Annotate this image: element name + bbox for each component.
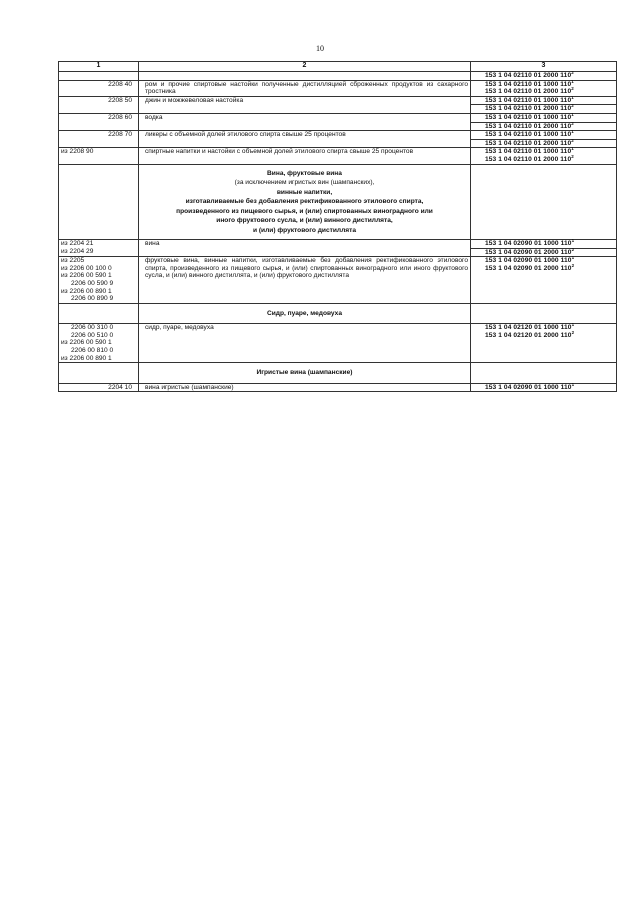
budget-classification-table: [58, 61, 617, 392]
section-row: [59, 164, 617, 240]
product-description: вина игристые (шампанские): [139, 383, 471, 392]
kbk-codes: 153 1 04 02110 01 1000 $110^1$ 153 1 04 02110 01 2000 $110^2$: [471, 113, 617, 130]
table-row: [59, 257, 617, 304]
kbk-codes: 153 1 04 02110 01 1000 $110^1$ 153 1 04 02110 01 2000 $110^2$: [471, 148, 617, 164]
tnved-code: 2208 70: [59, 131, 139, 148]
section-title-cider: Сидр, пуаре, медовуха: [139, 303, 471, 324]
product-description: ром и прочие спиртовые настойки полученные дистилляцией сброженных продуктов из сахарного тростника: [139, 80, 471, 96]
tnved-code: из 2205 из 2206 00 100 0 из 2206 00 590 1 2206 00 590 9 из 2206 00 890 1 2206 00 890 9: [59, 257, 139, 304]
col-header-3: 3: [471, 62, 617, 72]
product-description: водка: [139, 113, 471, 130]
kbk-codes: 153 1 04 02090 01 1000 $110^1$: [471, 383, 617, 392]
product-description: вина: [139, 240, 471, 257]
section-title-sparkling: Игристые вина (шампанские): [139, 363, 471, 384]
table-row: [59, 324, 617, 363]
product-description: фруктовые вина, винные напитки, изготавливаемые без добавления ректификованного этилового спирта, произведенного из пищевого сырья, и (или) спиртованных виноградного или иного фруктового сусла, и (или) винного дистиллята, и (или) фруктового дистиллята: [139, 257, 471, 304]
tnved-code: 2208 60: [59, 113, 139, 130]
product-description: спиртные напитки и настойки с объемной долей этилового спирта свыше 25 процентов: [139, 148, 471, 164]
col-header-1: 1: [59, 62, 139, 72]
product-description: джин и можжевеловая настойка: [139, 96, 471, 113]
product-description: ликеры с объемной долей этилового спирта свыше 25 процентов: [139, 131, 471, 148]
table-row: 153 1 04 02110 01 2000 $110^2$: [59, 72, 617, 81]
header-row: [59, 62, 617, 72]
tnved-code: 2204 10: [59, 383, 139, 392]
table-row: [59, 113, 617, 130]
kbk-codes: 153 1 04 02090 01 1000 $110^1$ 153 1 04 02090 01 2000 $110^2$: [471, 257, 617, 304]
table-row: [59, 80, 617, 96]
table-row: [59, 240, 617, 257]
section-row: [59, 363, 617, 384]
kbk-codes: 153 1 04 02110 01 1000 $110^1$ 153 1 04 02110 01 2000 $110^2$: [471, 96, 617, 113]
col-header-2: 2: [139, 62, 471, 72]
tnved-code: из 2208 90: [59, 148, 139, 164]
page-number: 10: [316, 44, 324, 53]
tnved-code: 2206 00 310 0 2206 00 510 0 из 2206 00 590 1 2206 00 810 0 из 2206 00 890 1: [59, 324, 139, 363]
kbk-codes: 153 1 04 02090 01 1000 $110^1$ 153 1 04 02090 01 2000 $110^2$: [471, 240, 617, 257]
table-row: [59, 383, 617, 392]
kbk-codes: 153 1 04 02120 01 1000 $110^1$ 153 1 04 02120 01 2000 $110^2$: [471, 324, 617, 363]
section-row: [59, 303, 617, 324]
kbk-codes: 153 1 04 02110 01 1000 $110^1$ 153 1 04 02110 01 2000 $110^2$: [471, 80, 617, 96]
tnved-code: 2208 50: [59, 96, 139, 113]
table-row: [59, 131, 617, 148]
product-description: сидр, пуаре, медовуха: [139, 324, 471, 363]
kbk-codes: 153 1 04 02110 01 1000 $110^1$ 153 1 04 02110 01 2000 $110^2$: [471, 131, 617, 148]
tnved-code: из 2204 21 из 2204 29: [59, 240, 139, 257]
table-row: [59, 148, 617, 164]
tnved-code: 2208 40: [59, 80, 139, 96]
section-title-wines: Вина, фруктовые вина (за исключением игристых вин (шампанских), винные напитки, изготавливаемые без добавления ректификованного этилового спирта, произведенного из пищевого сырья, и (или) спиртованных виноградного или иного фруктового сусла, и (или) винного дистиллята, и (или) фруктового дистиллята: [139, 164, 471, 240]
table-row: [59, 96, 617, 113]
